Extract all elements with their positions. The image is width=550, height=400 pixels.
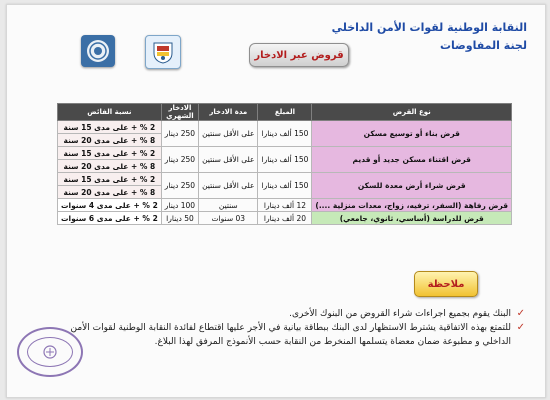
table-row: [58, 212, 512, 225]
monthly-saving-cell: 250 دينار: [161, 173, 198, 199]
header-savings-period: مدة الادخار: [199, 104, 258, 121]
checkmark-icon: ✓: [516, 322, 525, 333]
loans-table: [57, 103, 512, 225]
rate-cell: 2 % + على مدى 4 سنوات: [58, 199, 162, 212]
rate-cell: 2 % + على مدى 15 سنة: [58, 147, 162, 160]
header-title: [332, 19, 527, 55]
table-row: [58, 173, 512, 186]
rate-cell: 2 % + على مدى 6 سنوات: [58, 212, 162, 225]
monthly-saving-cell: 50 دينارا: [161, 212, 198, 225]
crest-icon: [145, 35, 181, 69]
amount-cell: 150 ألف دينارا: [258, 147, 312, 173]
header-interest-rate: نسبة الفائض: [58, 104, 162, 121]
note-text: للتمتع بهذه الاتفاقية يشترط الاستظهار لدى البنك ببطاقة بيانية في الأجر عليها اقتطاع لفائدة النقابة الوطنية لقوات الأمن الداخلي و مطبوعة ضمان معضاة يتسلمها المنخرط من النقابة حسب الأنموذج المرفق لهذا البلاغ.: [70, 323, 511, 347]
monthly-saving-cell: 100 دينار: [161, 199, 198, 212]
rate-cell: 8 % + على مدى 20 سنة: [58, 186, 162, 199]
notes-list: [55, 307, 525, 349]
table-row: [58, 121, 512, 134]
monthly-saving-cell: 250 دينار: [161, 147, 198, 173]
table-row: [58, 199, 512, 212]
official-stamp-icon: [17, 327, 83, 377]
monthly-saving-cell: 250 دينار: [161, 121, 198, 147]
rate-cell: 8 % + على مدى 20 سنة: [58, 160, 162, 173]
header-monthly-saving: الادخار الشهري: [161, 104, 198, 121]
rate-cell: 2 % + على مدى 15 سنة: [58, 173, 162, 186]
table-row: [58, 147, 512, 160]
rate-cell: 8 % + على مدى 20 سنة: [58, 134, 162, 147]
amount-cell: 20 ألف دينارا: [258, 212, 312, 225]
emblem-icon: [81, 35, 115, 67]
savings-period-cell: 03 سنوات: [199, 212, 258, 225]
document-page: [6, 4, 546, 398]
savings-period-cell: على الأقل سنتين: [199, 173, 258, 199]
loan-type-cell: قرض شراء أرض معدة للسكن: [312, 173, 512, 199]
savings-period-cell: على الأقل سنتين: [199, 121, 258, 147]
rate-cell: 2 % + على مدى 15 سنة: [58, 121, 162, 134]
savings-period-cell: على الأقل سنتين: [199, 147, 258, 173]
committee-name: لجنة المفاوضات: [439, 39, 527, 52]
savings-period-cell: سنتين: [199, 199, 258, 212]
savings-loans-title-button[interactable]: قروض عبر الادخار: [249, 43, 349, 67]
loan-type-cell: قرض للدراسة (أساسي، ثانوي، جامعي): [312, 212, 512, 225]
loan-type-cell: قرض اقتناء مسكن جديد أو قديم: [312, 147, 512, 173]
loan-type-cell: قرض بناء أو توسيع مسكن: [312, 121, 512, 147]
list-item: [55, 321, 525, 349]
checkmark-icon: ✓: [516, 308, 525, 319]
header-loan-type: نوع القرض: [312, 104, 512, 121]
note-text: البنك يقوم بجميع اجراءات شراء القروض من البنوك الأخرى.: [289, 309, 511, 319]
loan-type-cell: قرض رفاهة (السفر، ترفيه، زواج، معدات منزلية ....): [312, 199, 512, 212]
header-amount: المبلغ: [258, 104, 312, 121]
amount-cell: 150 ألف دينارا: [258, 121, 312, 147]
note-title-button[interactable]: ملاحظة: [414, 271, 478, 297]
union-name: النقابة الوطنية لقوات الأمن الداخلي: [331, 21, 527, 34]
amount-cell: 12 ألف دينارا: [258, 199, 312, 212]
table-header-row: [58, 104, 512, 121]
amount-cell: 150 ألف دينارا: [258, 173, 312, 199]
list-item: [55, 307, 525, 321]
